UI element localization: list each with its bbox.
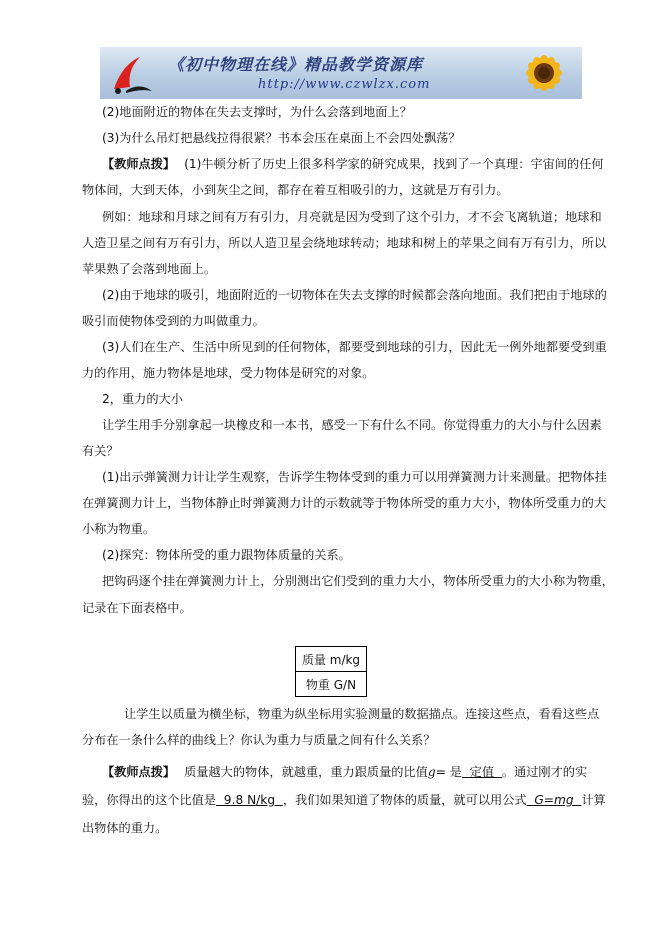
sunflower-icon	[508, 47, 578, 99]
g-symbol: g	[427, 765, 436, 779]
tip2-text-6: 计算	[581, 793, 606, 807]
mass-weight-table	[295, 646, 367, 697]
section2-s1-line1: (1)出示弹簧测力计让学生观察，告诉学生物体受到的重力可以用弹簧测力计来测量。把物体挂	[102, 470, 607, 484]
tip2-text-1: 质量越大的物体，就越重，重力跟质量的比值	[184, 765, 428, 779]
tip1-example-line2: 人造卫星之间有万有引力，所以人造卫星会绕地球转动；地球和树上的苹果之间有万有引力，所以	[82, 236, 607, 250]
section-heading: 2，重力的大小	[102, 392, 183, 406]
section2-intro-line1: 让学生用手分别拿起一块橡皮和一本书，感受一下有什么不同。你觉得重力的大小与什么因素	[102, 418, 602, 432]
section2-intro-line2: 有关？	[82, 444, 119, 458]
tip2-text-3: 。通过刚才的实	[501, 765, 588, 779]
tip2-text-4: 验，你得出的这个比值是	[82, 793, 217, 807]
after-table-line2: 分布在一条什么样的曲线上？你认为重力与质量之间有什么关系？	[82, 733, 436, 747]
site-url: http://www.czwlzx.com	[258, 77, 431, 92]
answer-blank-1: 定值	[461, 765, 502, 779]
tip1-para1	[102, 156, 604, 172]
tip1-p2-line2: 吸引而使物体受到的力叫做重力。	[82, 314, 265, 328]
tip2-line2	[82, 792, 606, 808]
section2-s3-line1: 把钩码逐个挂在弹簧测力计上，分别测出它们受到的重力大小，物体所受重力的大小称为物重，	[102, 574, 614, 588]
table-cell-mass: 质量 m/kg	[296, 647, 367, 672]
section2-s2: (2)探究：物体所受的重力跟物体质量的关系。	[102, 548, 351, 562]
teacher-tip-label: 【教师点拨】	[102, 765, 176, 779]
header-banner	[100, 47, 582, 99]
tip1-p3-line2: 力的作用，施力物体是地球，受力物体是研究的对象。	[82, 366, 375, 380]
section2-s1-line2: 在弹簧测力计上，当物体静止时弹簧测力计的示数就等于物体所受的重力大小，物体所受重力的大	[82, 496, 607, 510]
table-row	[296, 647, 367, 672]
table-row	[296, 672, 367, 697]
tip1-example-line3: 苹果熟了会落到地面上。	[82, 262, 217, 276]
logo-icon	[108, 51, 156, 95]
question-3: (3)为什么吊灯把悬线拉得很紧？书本会压在桌面上不会四处飘荡？	[102, 131, 461, 145]
answer-blank-3: G=mg	[526, 793, 582, 807]
question-2: (2)地面附近的物体在失去支撑时，为什么会落到地面上？	[102, 105, 412, 119]
tip2-text-2: = 是	[435, 765, 462, 779]
after-table-line1: 让学生以质量为横坐标，物重为纵坐标用实验测量的数据描点。连接这些点，看看这些点	[124, 707, 600, 721]
tip2-line1	[102, 764, 587, 780]
tip1-example-line1: 例如：地球和月球之间有万有引力，月亮就是因为受到了这个引力，才不会飞离轨道；地球和	[102, 210, 602, 224]
tip2-text-5: ，我们如果知道了物体的质量，就可以用公式	[282, 793, 527, 807]
tip2-line3: 出物体的重力。	[82, 821, 168, 835]
section2-s3-line2: 记录在下面表格中。	[82, 601, 192, 615]
section2-s1-line3: 小称为物重。	[82, 522, 156, 536]
tip1-p1-line2: 物体间，大到天体，小到灰尘之间，都存在着互相吸引的力，这就是万有引力。	[82, 183, 509, 197]
tip1-p2-line1: (2)由于地球的吸引，地面附近的一切物体在失去支撑的时候都会落向地面。我们把由于地球的	[102, 288, 607, 302]
teacher-tip-label: 【教师点拨】	[102, 157, 176, 171]
answer-blank-2: 9.8 N/kg	[216, 793, 283, 807]
table-cell-weight: 物重 G/N	[296, 672, 367, 697]
tip1-p1-line1: (1)牛顿分析了历史上很多科学家的研究成果，找到了一个真理：宇宙间的任何	[184, 157, 604, 171]
tip1-p3-line1: (3)人们在生产、生活中所见到的任何物体，都要受到地球的引力，因此无一例外地都要受到重	[102, 340, 607, 354]
site-title: 《初中物理在线》精品教学资源库	[168, 55, 424, 74]
